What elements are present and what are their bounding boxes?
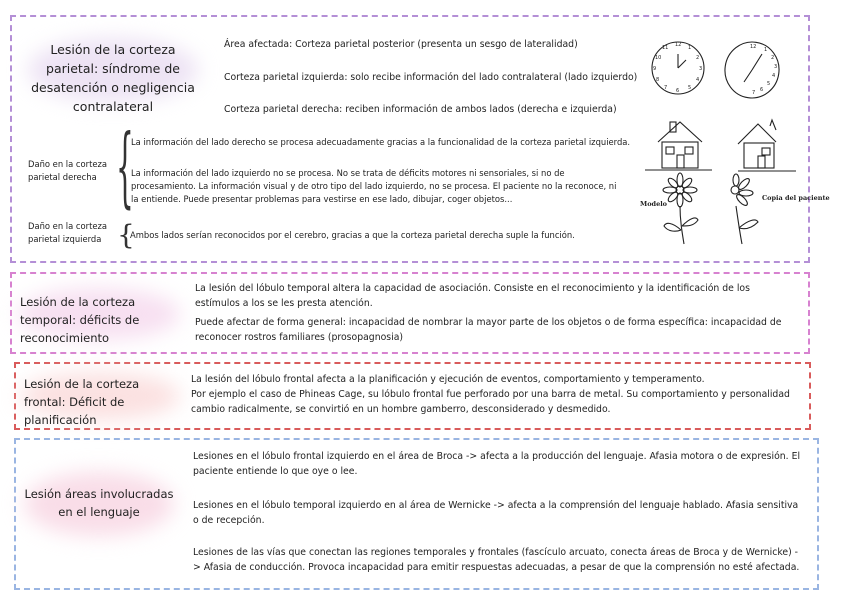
svg-text:1: 1: [764, 47, 768, 53]
temporal-title: Lesión de la corteza temporal: déficits de reconocimiento: [20, 295, 140, 345]
right-damage-brace: {: [116, 115, 134, 218]
model-flower-icon: [663, 173, 698, 244]
frontal-p2: Por ejemplo el caso de Phineas Cage, su lóbulo frontal fue perforado por una barra de metal. Su comportamiento y personalidad cambio radicalmente, se convirtió en un hombre gamberro, desconsiderado y desmedido.: [191, 389, 790, 415]
language-p2: Lesiones en el lóbulo temporal izquierdo en al área de Wernicke -> afecta a la comprensión del lenguaje hablado. Afasia sensitiva o de recepción.: [193, 500, 799, 526]
model-clock-icon: [652, 42, 704, 94]
right-damage-label: Daño en la corteza parietal derecha: [28, 159, 108, 182]
temporal-p2: Puede afectar de forma general: incapacidad de nombrar la mayor parte de los objetos o de forma específica: incapacidad de reconocer rostros familiares (prosopagnosia): [195, 317, 782, 343]
svg-text:12: 12: [750, 44, 757, 50]
copy-flower-icon: [731, 174, 758, 244]
svg-text:2: 2: [696, 55, 700, 61]
left-damage-text: Ambos lados serían reconocidos por el cerebro, gracias a que la corteza parietal derecha suple la función.: [130, 230, 575, 240]
svg-text:3: 3: [774, 64, 778, 70]
copy-label: Copia del paciente: [762, 194, 830, 202]
parietal-title: Lesión de la corteza parietal: síndrome de desatención o negligencia contralateral: [31, 42, 195, 114]
language-p3: Lesiones de las vías que conectan las regiones temporales y frontales (fascículo arcuato, conecta áreas de Broca y de Wernicke) -> Afasia de conducción. Provoca incapacidad para emitir respuestas adecuadas, a pesar de que la comprensión no esté afectada.: [193, 547, 800, 573]
frontal-p1: La lesión del lóbulo frontal afecta a la planificación y ejecución de eventos, comportamiento y temperamento.: [191, 374, 705, 385]
svg-text:4: 4: [772, 73, 776, 79]
model-label: Modelo: [640, 200, 668, 208]
svg-text:7: 7: [664, 85, 668, 91]
model-house-icon: [645, 122, 712, 170]
svg-text:9: 9: [653, 66, 657, 72]
neglect-drawings-figure: [640, 30, 830, 252]
parietal-left-cortex: Corteza parietal izquierda: solo recibe información del lado contralateral (lado izquierdo): [224, 72, 638, 83]
svg-text:5: 5: [767, 81, 771, 87]
svg-text:10: 10: [655, 55, 662, 61]
svg-text:12: 12: [675, 42, 682, 48]
svg-text:7: 7: [752, 90, 756, 96]
language-title: Lesión áreas involucradas en el lenguaje: [24, 487, 174, 519]
svg-text:3: 3: [699, 66, 703, 72]
parietal-affected-area: Área afectada: Corteza parietal posterior (presenta un sesgo de lateralidad): [224, 39, 578, 50]
svg-text:4: 4: [696, 77, 700, 83]
svg-text:5: 5: [688, 85, 692, 91]
svg-text:8: 8: [656, 77, 660, 83]
svg-text:1: 1: [688, 45, 692, 51]
parietal-right-cortex: Corteza parietal derecha: reciben información de ambos lados (derecha e izquierda): [224, 104, 617, 115]
left-damage-label: Daño en la corteza parietal izquierda: [28, 221, 108, 244]
frontal-title: Lesión de la corteza frontal: Déficit de planificación: [24, 377, 140, 427]
svg-text:11: 11: [662, 45, 669, 51]
right-damage-p2: La información del lado izquierdo no se procesa. No se trata de déficits motores ni sensoriales, si no de procesamiento. La información visual y de otro tipo del lado izquierdo, no se procesa. El paciente no la reconoce, ni la entiende. Puede presentar problemas para vestirse en ese lado, dibujar, coger objetos...: [131, 168, 617, 204]
svg-text:6: 6: [760, 87, 764, 93]
copy-clock-icon: [721, 39, 782, 102]
language-p1: Lesiones en el lóbulo frontal izquierdo en el área de Broca -> afecta a la producción del lenguaje. Afasia motora o de expresión. El paciente entiende lo que oye o lee.: [193, 451, 801, 477]
right-damage-p1: La información del lado derecho se procesa adecuadamente gracias a la funcionalidad de la corteza parietal izquierda.: [131, 137, 631, 147]
svg-text:2: 2: [771, 55, 775, 61]
left-damage-brace: {: [117, 219, 135, 251]
svg-text:6: 6: [676, 88, 680, 94]
copy-house-icon: [738, 120, 796, 171]
temporal-p1: La lesión del lóbulo temporal altera la capacidad de asociación. Consiste en el reconocimiento y la identificación de los estímulos a los se les presta atención.: [195, 283, 750, 309]
